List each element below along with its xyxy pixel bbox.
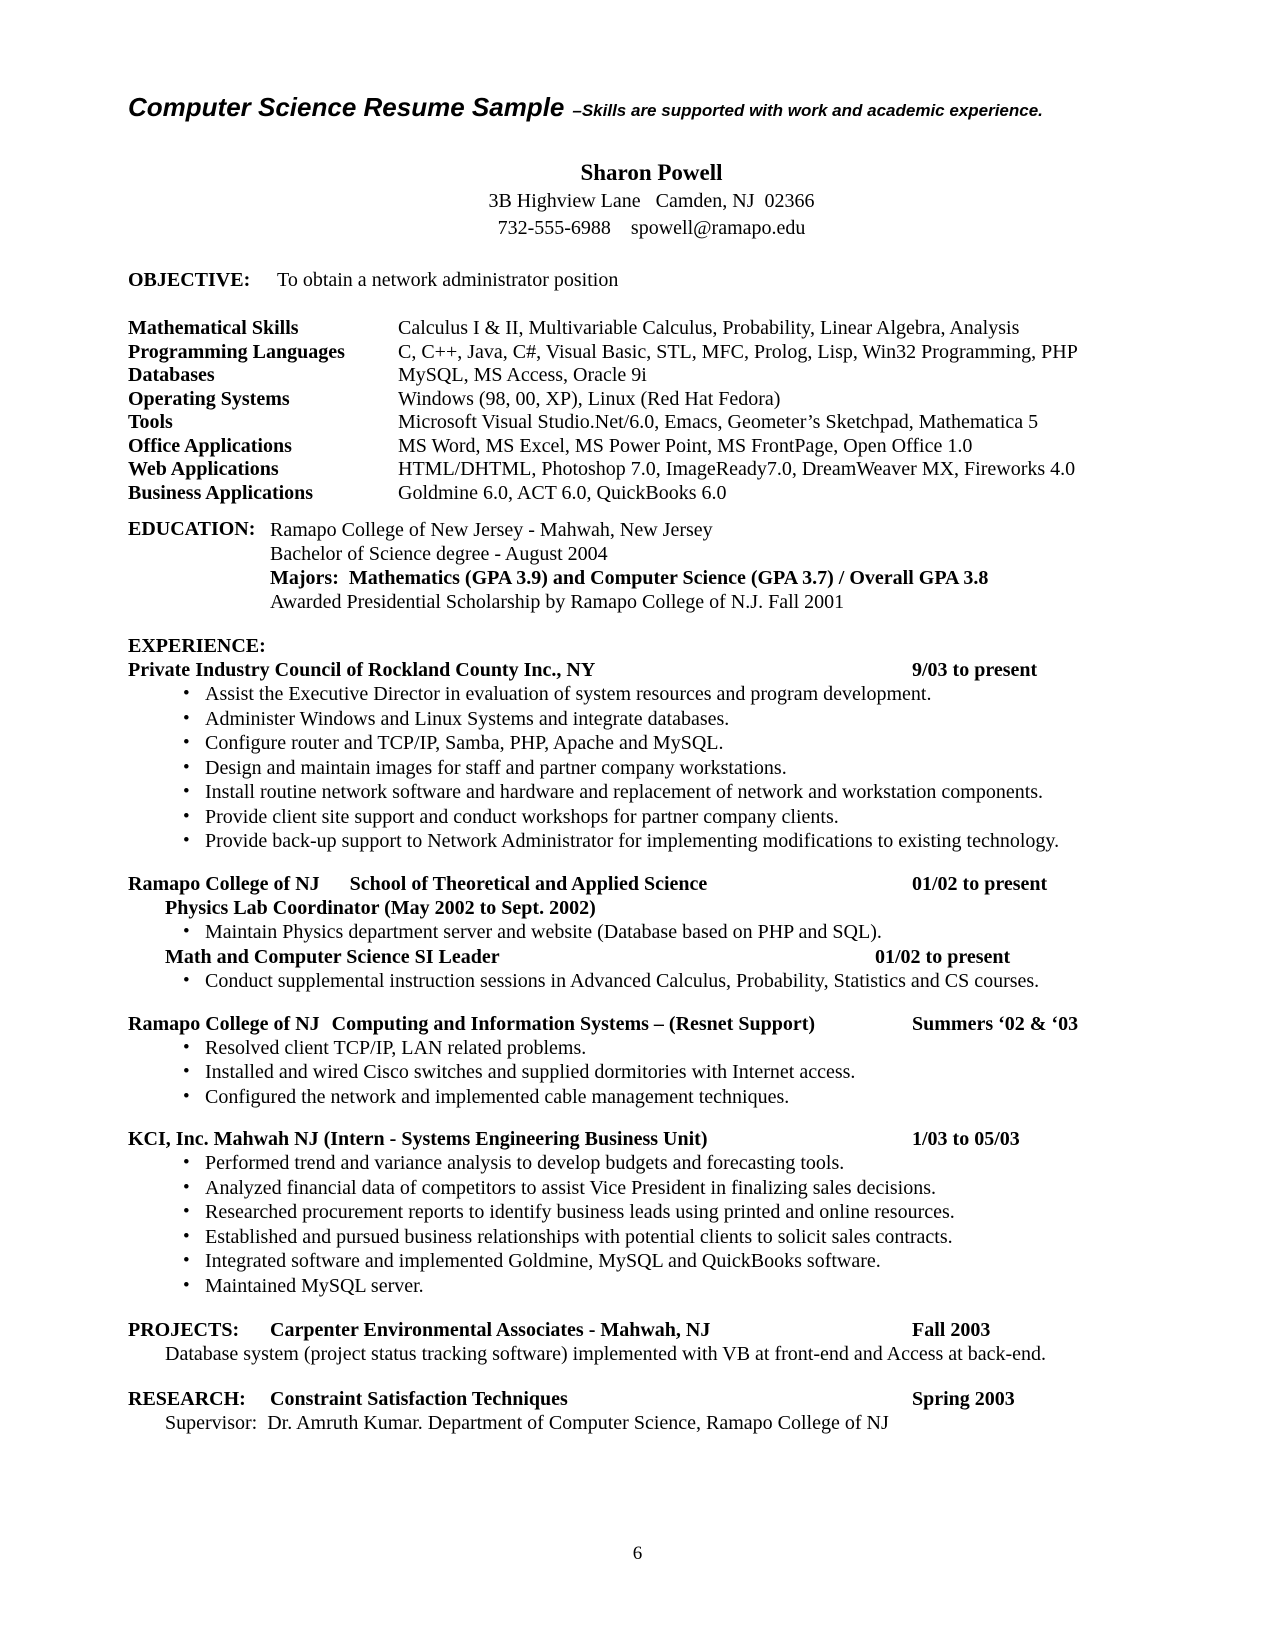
bullet-item: • Install routine network software and hardware and replacement of network and workstation components. xyxy=(128,780,1175,805)
job-date: 9/03 to present xyxy=(912,659,1038,681)
job-date: 1/03 to 05/03 xyxy=(912,1128,1020,1150)
project-description: Database system (project status tracking software) implemented with VB at front-end and Access at back-end. xyxy=(165,1343,1047,1365)
skill-row xyxy=(128,411,1175,435)
projects-label: PROJECTS: xyxy=(128,1319,240,1341)
projects-section xyxy=(128,1318,1175,1366)
education-details xyxy=(270,518,988,614)
job-entry xyxy=(128,658,1175,854)
bullet-item: • Design and maintain images for staff and partner company workstations. xyxy=(128,756,1175,781)
skill-value: Goldmine 6.0, ACT 6.0, QuickBooks 6.0 xyxy=(398,481,727,504)
skill-value: Microsoft Visual Studio.Net/6.0, Emacs, Geometer’s Sketchpad, Mathematica 5 xyxy=(398,411,1039,433)
sub-role-row xyxy=(128,945,1175,970)
page-number: 6 xyxy=(632,1543,643,1564)
document-header xyxy=(128,90,1175,128)
job-org: Ramapo College of NJ xyxy=(128,1012,320,1035)
objective-section xyxy=(128,268,1175,292)
research-label: RESEARCH: xyxy=(128,1388,246,1410)
bullet-item: • Administer Windows and Linux Systems and integrate databases. xyxy=(128,707,1175,732)
job-org: Ramapo College of NJ xyxy=(128,872,320,895)
skill-row xyxy=(128,458,1175,482)
bullet-item: • Assist the Executive Director in evaluation of system resources and program development. xyxy=(128,682,1175,707)
skill-label: Business Applications xyxy=(128,481,314,504)
bullet-item: • Resolved client TCP/IP, LAN related problems. xyxy=(128,1036,1175,1061)
bullet-item: • Performed trend and variance analysis to develop budgets and forecasting tools. xyxy=(128,1151,1175,1176)
contact-block xyxy=(128,158,1175,242)
experience-section xyxy=(128,634,1175,1298)
skill-row xyxy=(128,388,1175,412)
skill-row xyxy=(128,482,1175,506)
job-heading-row xyxy=(128,872,1175,896)
job-date: Summers ‘02 & ‘03 xyxy=(912,1012,1079,1035)
project-date: Fall 2003 xyxy=(912,1319,991,1341)
job-bullet-list xyxy=(128,1036,1175,1110)
skill-value: C, C++, Java, C#, Visual Basic, STL, MFC, Prolog, Lisp, Win32 Programming, PHP xyxy=(398,340,1078,363)
job-bullet-list xyxy=(128,1151,1175,1298)
job-dept: School of Theoretical and Applied Science xyxy=(349,872,708,895)
job-bullet-list xyxy=(128,920,1175,945)
skill-value: Windows (98, 00, XP), Linux (Red Hat Fedora) xyxy=(398,387,781,410)
education-majors: Majors: Mathematics (GPA 3.9) and Computer Science (GPA 3.7) / Overall GPA 3.8 xyxy=(270,567,989,589)
skill-label: Databases xyxy=(128,364,215,386)
job-heading-row xyxy=(128,1012,1175,1036)
bullet-item: • Maintained MySQL server. xyxy=(128,1274,1175,1299)
sub-role-title: Math and Computer Science SI Leader xyxy=(165,945,500,968)
bullet-item: • Provide client site support and conduct workshops for partner company clients. xyxy=(128,805,1175,830)
job-title: KCI, Inc. Mahwah NJ (Intern - Systems Engineering Business Unit) xyxy=(128,1128,708,1150)
sub-role-row xyxy=(128,896,1175,921)
contact-name: Sharon Powell xyxy=(580,160,723,185)
research-section xyxy=(128,1387,1175,1435)
experience-label: EXPERIENCE: xyxy=(128,635,266,657)
bullet-item: • Installed and wired Cisco switches and supplied dormitories with Internet access. xyxy=(128,1060,1175,1085)
bullet-item: • Maintain Physics department server and website (Database based on PHP and SQL). xyxy=(128,920,1175,945)
sub-role-title: Physics Lab Coordinator (May 2002 to Sept. 2002) xyxy=(165,896,596,919)
skill-label: Web Applications xyxy=(128,458,279,480)
bullet-item: • Established and pursued business relationships with potential clients to solicit sales contracts. xyxy=(128,1225,1175,1250)
skill-value: HTML/DHTML, Photoshop 7.0, ImageReady7.0, DreamWeaver MX, Fireworks 4.0 xyxy=(398,458,1076,480)
education-school: Ramapo College of New Jersey - Mahwah, New Jersey xyxy=(270,519,713,541)
skill-label: Mathematical Skills xyxy=(128,317,299,339)
bullet-item: • Configured the network and implemented cable management techniques. xyxy=(128,1085,1175,1110)
job-entry xyxy=(128,872,1175,994)
job-entry xyxy=(128,1127,1175,1298)
job-bullet-list xyxy=(128,969,1175,994)
skill-row xyxy=(128,435,1175,459)
page-subtitle: –Skills are supported with work and academic experience. xyxy=(572,101,1043,120)
bullet-item: • Integrated software and implemented Goldmine, MySQL and QuickBooks software. xyxy=(128,1249,1175,1274)
research-title: Constraint Satisfaction Techniques xyxy=(270,1388,568,1410)
page-title: Computer Science Resume Sample xyxy=(128,92,565,122)
skill-row xyxy=(128,317,1175,341)
job-date: 01/02 to present xyxy=(912,872,1048,895)
objective-label: OBJECTIVE: xyxy=(128,269,251,291)
job-date: 01/02 to present xyxy=(875,945,1011,968)
job-bullet-list xyxy=(128,682,1175,854)
objective-text: To obtain a network administrator position xyxy=(277,269,619,291)
skill-label: Programming Languages xyxy=(128,340,345,363)
research-date: Spring 2003 xyxy=(912,1388,1015,1410)
skill-row xyxy=(128,364,1175,388)
education-section xyxy=(128,518,1175,614)
bullet-item: • Analyzed financial data of competitors to assist Vice President in finalizing sales decisions. xyxy=(128,1176,1175,1201)
job-title: Private Industry Council of Rockland County Inc., NY xyxy=(128,659,596,681)
skill-label: Operating Systems xyxy=(128,387,290,410)
job-entry xyxy=(128,1012,1175,1110)
contact-phone-email: 732-555-6988 spowell@ramapo.edu xyxy=(497,217,806,239)
project-title: Carpenter Environmental Associates - Mahwah, NJ xyxy=(270,1319,711,1341)
skill-value: MySQL, MS Access, Oracle 9i xyxy=(398,364,647,386)
education-award: Awarded Presidential Scholarship by Ramapo College of N.J. Fall 2001 xyxy=(270,591,845,613)
skill-label: Tools xyxy=(128,411,173,433)
research-heading-row xyxy=(128,1387,1175,1411)
job-dept: Computing and Information Systems – (Resnet Support) xyxy=(331,1012,816,1035)
job-heading-row xyxy=(128,658,1175,682)
job-heading-row xyxy=(128,1127,1175,1151)
skill-label: Office Applications xyxy=(128,434,292,457)
education-degree: Bachelor of Science degree - August 2004 xyxy=(270,543,608,565)
bullet-item: • Conduct supplemental instruction sessions in Advanced Calculus, Probability, Statistics and CS courses. xyxy=(128,969,1175,994)
research-supervisor: Supervisor: Dr. Amruth Kumar. Department of Computer Science, Ramapo College of NJ xyxy=(165,1412,889,1434)
skill-value: MS Word, MS Excel, MS Power Point, MS FrontPage, Open Office 1.0 xyxy=(398,434,973,457)
bullet-item: • Provide back-up support to Network Administrator for implementing modifications to existing technology. xyxy=(128,829,1175,854)
contact-address: 3B Highview Lane Camden, NJ 02366 xyxy=(488,190,815,212)
projects-heading-row xyxy=(128,1318,1175,1342)
bullet-item: • Configure router and TCP/IP, Samba, PHP, Apache and MySQL. xyxy=(128,731,1175,756)
skill-row xyxy=(128,341,1175,365)
skill-value: Calculus I & II, Multivariable Calculus, Probability, Linear Algebra, Analysis xyxy=(398,317,1020,339)
education-label: EDUCATION: xyxy=(128,518,256,540)
skills-section xyxy=(128,317,1175,505)
bullet-item: • Researched procurement reports to identify business leads using printed and online resources. xyxy=(128,1200,1175,1225)
